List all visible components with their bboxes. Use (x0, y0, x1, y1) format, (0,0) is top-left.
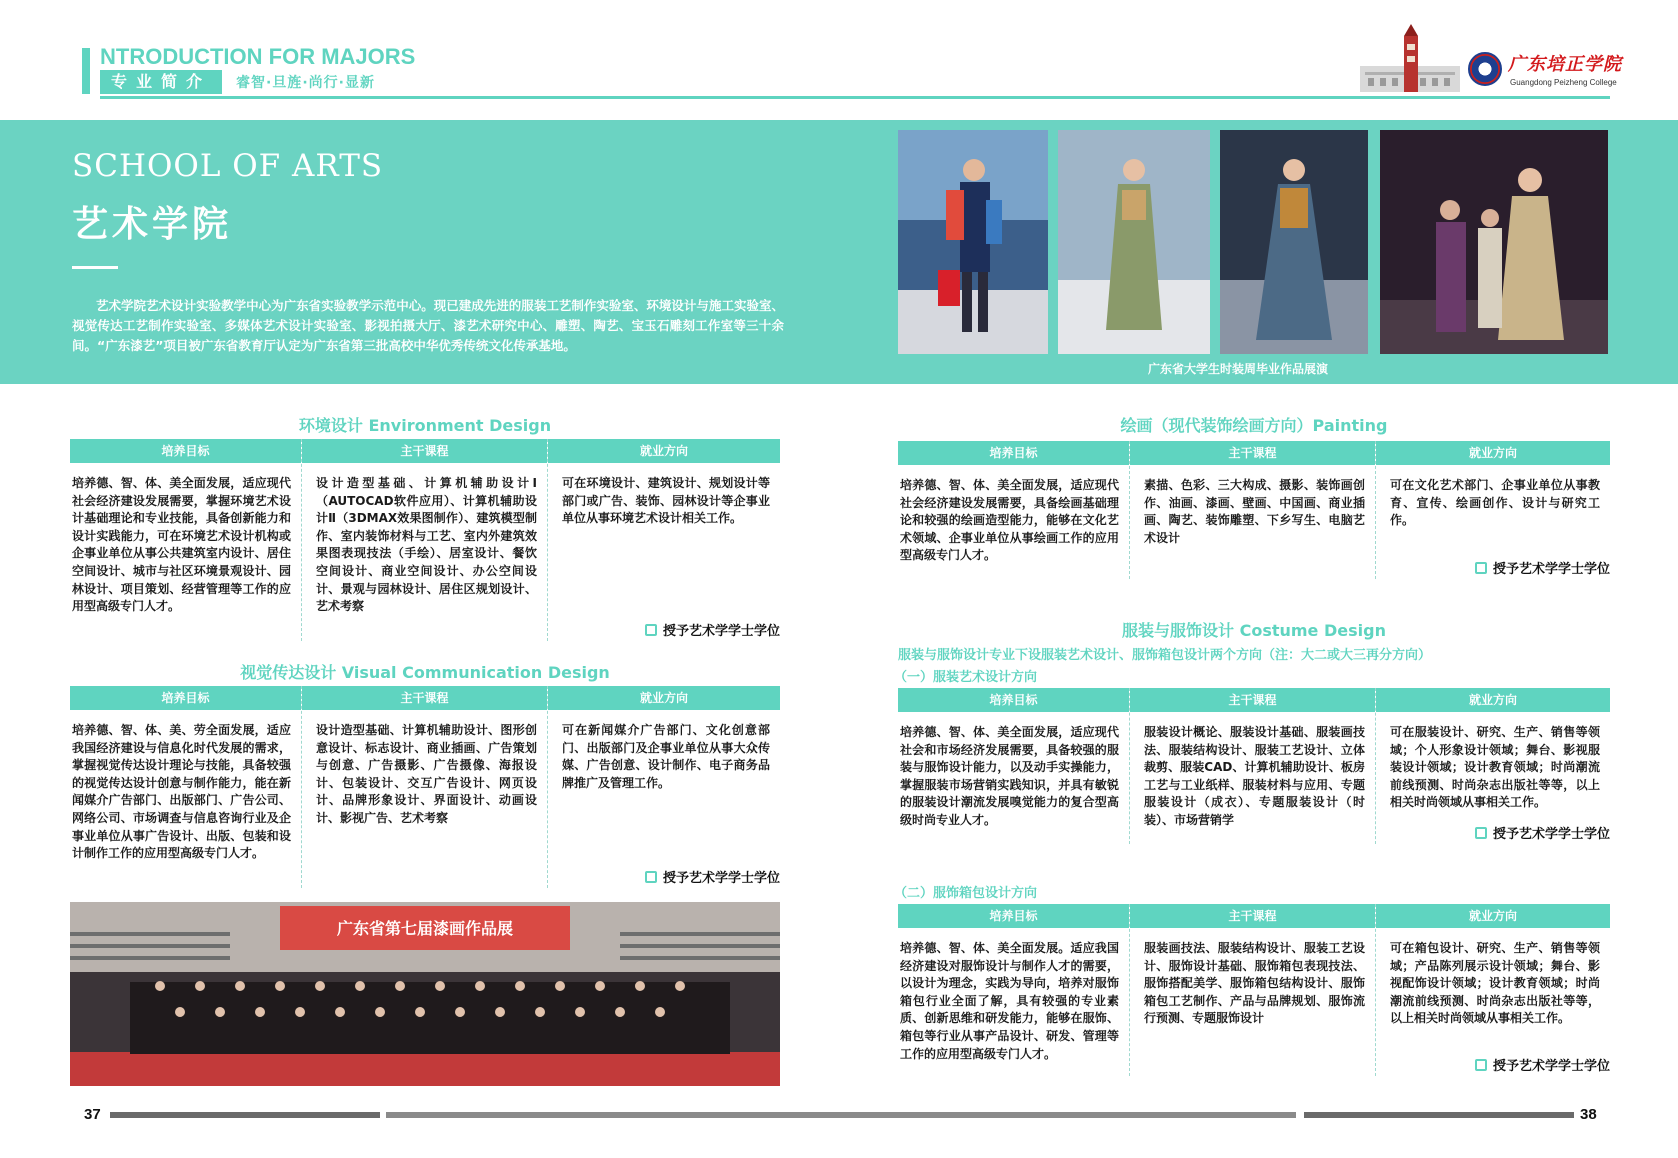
costume-direction-1-title: （一）服装艺术设计方向 (894, 670, 1038, 685)
environment-careers-text: 可在环境设计、建筑设计、规划设计等部门或广告、装饰、园林设计等企事业单位从事环境艺术设计相关工作。 (562, 476, 770, 526)
header-motto: 睿智·旦旌·尚行·显新 (236, 75, 375, 91)
painting-degree (1475, 558, 1610, 577)
column-header-careers: 就业方向 (1376, 688, 1610, 712)
column-header-careers: 就业方向 (548, 439, 780, 463)
visual-table (70, 686, 780, 888)
section-title-costume: 服装与服饰设计 Costume Design (1122, 621, 1386, 640)
footer-bar-left (110, 1112, 380, 1118)
costume-dir1-table (898, 688, 1610, 844)
footer-bar-right (1304, 1112, 1574, 1118)
costume1-careers-text: 可在服装设计、研究、生产、销售等领域；个人形象设计领域；舞台、影视服装设计领域；设计教育领域；时尚潮流前线预测、时尚杂志出版社等等，以上相关时尚领域从事相关工作。 (1390, 725, 1600, 810)
degree-label: 授予艺术学学士学位 (662, 624, 780, 639)
section-title-environment: 环境设计 Environment Design (298, 416, 552, 435)
environment-goal-text: 培养德、智、体、美全面发展，适应现代社会经济建设发展需要，掌握环境艺术设计基础理论和专业技能，具备创新能力和设计实践能力，可在环境艺术设计机构或企事业单位从事公共建筑室内设计、居住空间设计、城市与社区环境景观设计、园林设计、项目策划、经营管理等工作的应用型高级专门人才。 (72, 476, 291, 614)
college-name: 广东培正学院 (1508, 54, 1622, 75)
costume2-careers-column (1376, 904, 1610, 1076)
costume2-careers-text: 可在箱包设计、研究、生产、销售等领域；产品陈列展示设计领域；舞台、影视配饰设计领域；设计教育领域；时尚潮流前线预测、时尚杂志出版社等等，以上相关时尚领域从事相关工作。 (1390, 941, 1600, 1026)
visual-goal-column (70, 686, 302, 888)
costume2-degree (1475, 1055, 1610, 1074)
column-header-careers: 就业方向 (1376, 904, 1610, 928)
environment-goal-column (70, 439, 302, 641)
checkbox-icon (1475, 562, 1487, 574)
runway-photo-2 (1058, 130, 1210, 354)
visual-courses-column (302, 686, 548, 888)
runway-photo-3 (1220, 130, 1368, 354)
painting-goal-column (898, 441, 1130, 579)
school-english-title: SCHOOL OF ARTS (72, 148, 384, 184)
painting-courses-column (1130, 441, 1376, 579)
college-seal-logo (1468, 52, 1502, 86)
header-english-title: NTRODUCTION FOR MAJORS (100, 44, 416, 69)
column-header-courses: 主干课程 (1130, 904, 1375, 928)
painting-careers-column (1376, 441, 1610, 579)
painting-goal-text: 培养德、智、体、美全面发展，适应现代社会经济建设发展需要，具备绘画基础理论和较强的绘画造型能力，能够在文化艺术领域、企事业单位从事绘画工作的应用型高级专门人才。 (900, 478, 1119, 563)
section-title-visual: 视觉传达设计 Visual Communication Design (240, 663, 610, 682)
costume-dir2-table (898, 904, 1610, 1076)
column-header-courses: 主干课程 (1130, 688, 1375, 712)
column-header-goal: 培养目标 (898, 441, 1129, 465)
column-header-goal: 培养目标 (898, 688, 1129, 712)
photo-caption: 广东省大学生时装周毕业作品展演 (1148, 362, 1329, 376)
school-chinese-title: 艺术学院 (72, 204, 233, 245)
title-underline (72, 266, 118, 269)
costume2-courses-text: 服装画技法、服装结构设计、服装工艺设计、服饰设计基础、服饰箱包表现技法、服饰搭配美学、服饰箱包结构设计、服饰箱包工艺制作、产品与品牌规划、服饰流行预测、专题服饰设计 (1144, 941, 1365, 1026)
costume-direction-2-title: （二）服饰箱包设计方向 (894, 886, 1038, 901)
checkbox-icon (645, 624, 657, 636)
costume2-courses-column (1130, 904, 1376, 1076)
costume-note: 服装与服饰设计专业下设服装艺术设计、服饰箱包设计两个方向（注：大二或大三再分方向） (898, 648, 1432, 663)
school-introduction: 艺术学院艺术设计实验教学中心为广东省实验教学示范中心。现已建成先进的服装工艺制作实验室、环境设计与施工实验室、视觉传达工艺制作实验室、多媒体艺术设计实验室、影视拍摄大厅、漆艺术研究中心、雕塑、陶艺、宝玉石雕刻工作室等三十余间。“广东漆艺”项目被广东省教育厅认定为广东省第三批高校中华优秀传统文化传承基地。 (72, 298, 784, 353)
college-english-name: Guangdong Peizheng College (1510, 78, 1617, 87)
campus-building-illustration (1360, 22, 1460, 92)
costume1-careers-column (1376, 688, 1610, 844)
visual-goal-text: 培养德、智、体、美、劳全面发展，适应我国经济建设与信息化时代发展的需求，掌握视觉传达设计理论与技能，具备较强的视觉传达设计创意与制作能力，能在新闻媒介广告部门、出版部门、广告公司、网络公司、市场调查与信息咨询行业及企事业单位从事广告设计、出版、包装和设计制作工作的应用型高级专门人才。 (72, 723, 291, 861)
degree-label: 授予艺术学学士学位 (1492, 1059, 1610, 1074)
column-header-careers: 就业方向 (1376, 441, 1610, 465)
column-header-goal: 培养目标 (898, 904, 1129, 928)
visual-careers-column (548, 686, 780, 888)
costume1-degree (1475, 823, 1610, 842)
costume2-goal-column (898, 904, 1130, 1076)
environment-table (70, 439, 780, 641)
degree-label: 授予艺术学学士学位 (662, 871, 780, 886)
painting-table (898, 441, 1610, 579)
degree-label: 授予艺术学学士学位 (1492, 827, 1610, 842)
column-header-courses: 主干课程 (302, 686, 547, 710)
runway-photo-1 (898, 130, 1048, 354)
column-header-careers: 就业方向 (548, 686, 780, 710)
page-number-right: 38 (1580, 1106, 1597, 1123)
painting-careers-text: 可在文化艺术部门、企事业单位从事教育、宣传、绘画创作、设计与研究工作。 (1390, 478, 1600, 528)
costume1-courses-text: 服装设计概论、服装设计基础、服装画技法、服装结构设计、服装工艺设计、立体裁剪、服装CAD、计算机辅助设计、板房工艺与工业纸样、服装材料与应用、专题服装设计（成衣）、专题服装设计（时装）、市场营销学 (1144, 725, 1365, 827)
group-photo (70, 902, 780, 1086)
header-accent-bar (82, 48, 90, 94)
painting-courses-text: 素描、色彩、三大构成、摄影、装饰画创作、油画、漆画、壁画、中国画、商业插画、陶艺、装饰雕塑、下乡写生、电脑艺术设计 (1144, 478, 1365, 545)
header-chinese-title: 专业简介 (100, 70, 222, 94)
section-title-painting: 绘画（现代装饰绘画方向）Painting (1120, 416, 1388, 435)
checkbox-icon (1475, 1059, 1487, 1071)
environment-degree (645, 620, 780, 639)
checkbox-icon (1475, 827, 1487, 839)
visual-careers-text: 可在新闻媒介广告部门、文化创意部门、出版部门及企事业单位从事大众传媒、广告创意、设计制作、电子商务品牌推广及管理工作。 (562, 723, 770, 790)
page-number-left: 37 (84, 1106, 101, 1123)
column-header-courses: 主干课程 (302, 439, 547, 463)
degree-label: 授予艺术学学士学位 (1492, 562, 1610, 577)
costume1-goal-column (898, 688, 1130, 844)
column-header-goal: 培养目标 (70, 439, 301, 463)
runway-photo-4 (1380, 130, 1608, 354)
header-rule (100, 96, 1610, 99)
group-photo-banner-text: 广东省第七届漆画作品展 (336, 919, 514, 938)
column-header-goal: 培养目标 (70, 686, 301, 710)
environment-courses-text: 设计造型基础、计算机辅助设计Ⅰ（AUTOCAD软件应用）、计算机辅助设计Ⅱ（3DMAX效果图制作）、建筑模型制作、室内装饰材料与工艺、室内外建筑效果图表现技法（手绘）、居室设计、餐饮空间设计、商业空间设计、办公空间设计、景观与园林设计、居住区规划设计、艺术考察 (316, 476, 537, 614)
environment-courses-column (302, 439, 548, 641)
costume1-courses-column (1130, 688, 1376, 844)
column-header-courses: 主干课程 (1130, 441, 1375, 465)
visual-degree (645, 867, 780, 886)
costume2-goal-text: 培养德、智、体、美全面发展。适应我国经济建设对服饰设计与制作人才的需要，以设计为理念，实践为导向，培养对服饰箱包行业全面了解，具有较强的专业素质、创新思维和研发能力，能够在服饰、箱包等行业从事产品设计、研发、管理等工作的应用型高级专门人才。 (900, 941, 1119, 1061)
costume1-goal-text: 培养德、智、体、美全面发展，适应现代社会和市场经济发展需要，具备较强的服装与服饰设计能力，以及动手实操能力，掌握服装市场营销实践知识，并具有敏锐的服装设计潮流发展嗅觉能力的复合型高级时尚专业人才。 (900, 725, 1119, 827)
environment-careers-column (548, 439, 780, 641)
footer-bar-middle (386, 1112, 1296, 1118)
visual-courses-text: 设计造型基础、计算机辅助设计、图形创意设计、标志设计、商业插画、广告策划与创意、广告摄影、广告摄像、海报设计、包装设计、交互广告设计、网页设计、品牌形象设计、界面设计、动画设计、影视广告、艺术考察 (316, 723, 537, 825)
checkbox-icon (645, 871, 657, 883)
